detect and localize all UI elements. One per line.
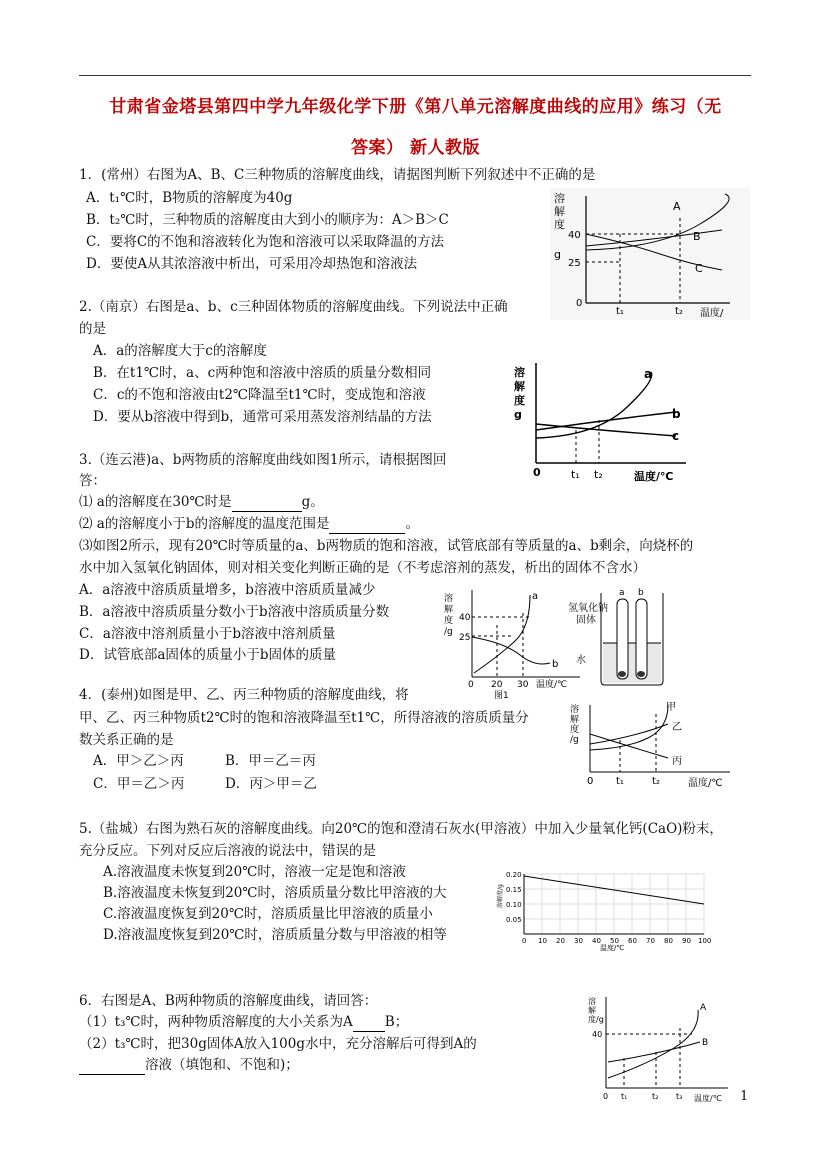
- q3-fig2-b: b: [638, 588, 644, 598]
- q3-part1-text: ⑴ a的溶解度在30℃时是: [79, 494, 232, 510]
- q4-solubility-chart: [568, 700, 743, 792]
- q3-fig1-x30: 30: [517, 680, 529, 690]
- q4-fig-t1: t₁: [616, 776, 624, 787]
- q4-fig-ylabel-3: 度: [570, 725, 580, 735]
- q1-fig-B: B: [693, 230, 701, 243]
- q1-fig-A: A: [673, 200, 681, 213]
- q2-fig-ylabel-4: g: [514, 408, 522, 421]
- q5-fig-xtick-4: 40: [592, 937, 601, 945]
- q3-fig1-ylabel-4: /g: [444, 627, 453, 637]
- q6-part1-text: （1）t₃℃时，两种物质溶解度的大小关系为A: [79, 1014, 353, 1030]
- q3-part1: [79, 493, 324, 512]
- page-number: 1: [740, 1089, 749, 1104]
- q3-fig1-x20: 20: [491, 680, 503, 690]
- q6-fig-y40: 40: [592, 1030, 603, 1039]
- q3-option-d: D．试管底部a固体的质量小于b固体的质量: [79, 647, 337, 663]
- q5-solubility-chart: [494, 866, 719, 951]
- q3-fig1-ylabel-1: 溶: [444, 594, 454, 604]
- q4-fig-origin: 0: [587, 776, 594, 787]
- header-rule: [79, 75, 751, 76]
- q1-fig-xlabel: 温度/: [700, 308, 724, 319]
- q2-solubility-chart: [506, 358, 701, 488]
- q2-option-d: D．要从b溶液中得到b，通常可采用蒸发溶剂结晶的方法: [93, 409, 432, 425]
- q2-option-b: B．在t1℃时，a、c两种饱和溶液中溶质的质量分数相同: [93, 365, 432, 381]
- q3-stem-1: 3.（连云港)a、b两物质的溶解度曲线如图1所示，请根据图回: [79, 452, 447, 468]
- q6-part2-blank[interactable]: [79, 1056, 145, 1075]
- q3-fig2-label1: 氢氧化钠: [568, 603, 608, 614]
- q1-option-b: B．t₂℃时，三种物质的溶解度由大到小的顺序为：A＞B＞C: [86, 212, 449, 228]
- q5-fig-xtick-5: 50: [610, 937, 619, 945]
- q1-option-c: C．要将C的不饱和溶液转化为饱和溶液可以采取降温的方法: [86, 234, 445, 250]
- q5-option-c: C.溶液温度恢复到20℃时，溶质质量比甲溶液的质量小: [103, 906, 433, 922]
- q4-fig-ylabel-1: 溶: [570, 705, 580, 715]
- q3-option-a: A．a溶液中溶质质量增多，b溶液中溶质质量减少: [79, 582, 376, 598]
- q3-part2: [79, 515, 419, 534]
- q3-part3-line2: 水中加入氢氧化钠固体，则对相关变化判断正确的是（不考虑溶剂的蒸发，析出的固体不含水）: [79, 560, 646, 576]
- q4-stem-1: 4．(泰州)如图是甲、乙、丙三种物质的溶解度曲线，将: [79, 687, 409, 703]
- q1-fig-ylabel-4: g: [554, 248, 561, 261]
- q1-fig-t1: t₁: [616, 306, 624, 317]
- q4-fig-ylabel-2: 解: [570, 715, 580, 725]
- q3-fig1-caption: 图1: [494, 691, 509, 700]
- q6-fig-origin: 0: [603, 1092, 609, 1101]
- q1-fig-C: C: [695, 262, 703, 275]
- q5-fig-xtick-0: 0: [522, 937, 527, 945]
- q4-fig-jia: 甲: [666, 702, 676, 713]
- q5-fig-ylabel: 溶解度/g: [497, 884, 504, 908]
- q3-fig1-ylabel-2: 解: [444, 605, 454, 615]
- q2-fig-b: b: [672, 407, 681, 421]
- q3-fig2-a: a: [619, 588, 625, 598]
- q5-fig-xtick-10: 100: [698, 937, 712, 945]
- q5-stem-1: 5.（盐城）右图为熟石灰的溶解度曲线。向20℃的饱和澄清石灰水(甲溶液）中加入少量氧化钙(CaO)粉末，: [79, 821, 723, 837]
- q5-fig-xtick-6: 60: [628, 937, 637, 945]
- q4-fig-xlabel: 温度/℃: [688, 778, 723, 789]
- q6-part2-line2: [79, 1056, 299, 1075]
- q2-fig-xlabel: 温度/℃: [634, 470, 674, 483]
- q4-stem-2: 甲、乙、丙三种物质t2℃时的饱和溶液降温至t1℃，所得溶液的溶质质量分: [79, 710, 529, 726]
- q6-fig-xlabel: 温度/℃: [694, 1094, 722, 1103]
- q5-fig-ytick-3: 0.10: [506, 901, 522, 909]
- q4-stem-3: 数关系正确的是: [79, 732, 174, 748]
- q1-fig-t2: t₂: [675, 306, 683, 317]
- q3-fig1-y40: 40: [459, 613, 471, 623]
- q1-fig-ylabel-2: 解: [554, 205, 565, 218]
- q2-fig-ylabel-3: 度: [514, 394, 525, 407]
- q2-stem-1: 2.（南京）右图是a、b、c三种固体物质的溶解度曲线。下列说法中正确: [79, 299, 508, 315]
- q1-fig-origin: 0: [576, 298, 583, 309]
- q3-stem-2: 答：: [79, 473, 106, 489]
- q6-part1-blank[interactable]: [353, 1013, 385, 1032]
- q4-option-d: D．丙＞甲＝乙: [225, 776, 317, 792]
- q6-fig-t2: t₂: [652, 1092, 659, 1101]
- q5-option-b: B.溶液温度未恢复到20℃时，溶质质量分数比甲溶液的大: [103, 885, 447, 901]
- q6-fig-ylabel-2: 解: [588, 1006, 596, 1015]
- q6-fig-ylabel-3: 度/g: [588, 1015, 604, 1024]
- q3-part3-line1: ⑶如图2所示，现有20℃时等质量的a、b两物质的饱和溶液，试管底部有等质量的a、b剩余，向烧杯的: [79, 538, 694, 554]
- q5-stem-2: 充分反应。下列对反应后溶液的说法中，错误的是: [79, 843, 376, 859]
- q5-fig-xtick-3: 30: [574, 937, 583, 945]
- q3-fig1-a: a: [532, 591, 539, 602]
- q1-solubility-chart: [550, 188, 750, 320]
- q1-fig-y25: 25: [568, 258, 581, 269]
- q2-stem-2: 的是: [79, 321, 106, 337]
- page-title-line1: 甘肃省金塔县第四中学九年级化学下册《第八单元溶解度曲线的应用》练习（无: [109, 97, 722, 117]
- q3-fig2-label2: 固体: [576, 615, 596, 626]
- q3-part2-end: 。: [405, 516, 419, 532]
- q2-fig-ylabel-2: 解: [514, 380, 525, 393]
- q5-fig-xtick-8: 80: [664, 937, 673, 945]
- q5-fig-xtick-1: 10: [538, 937, 547, 945]
- q3-fig1-origin: 0: [468, 680, 474, 690]
- q4-option-c: C．甲＝乙＞丙: [93, 776, 185, 792]
- q6-solubility-chart: [588, 992, 738, 1107]
- q3-fig1-ylabel-3: 度: [444, 616, 454, 626]
- q1-fig-ylabel-3: 度: [554, 218, 565, 231]
- q2-fig-t1: t₁: [571, 468, 580, 481]
- q4-fig-yi: 乙: [672, 722, 682, 733]
- q3-fig1-y25: 25: [459, 633, 471, 643]
- q2-option-a: A．a的溶解度大于c的溶解度: [93, 343, 267, 359]
- q5-fig-ytick-2: 0.15: [506, 886, 522, 894]
- q3-option-b: B．a溶液中溶质质量分数小于b溶液中溶质质量分数: [79, 604, 390, 620]
- q6-fig-B: B: [702, 1038, 709, 1048]
- q2-fig-origin: 0: [533, 466, 541, 479]
- q3-option-c: C．a溶液中溶剂质量小于b溶液中溶剂质量: [79, 626, 336, 642]
- q1-fig-ylabel-1: 溶: [554, 192, 565, 205]
- q4-fig-ylabel-4: /g: [570, 735, 579, 745]
- q6-fig-t1: t₁: [621, 1092, 628, 1101]
- q4-fig-bing: 丙: [672, 756, 682, 767]
- q3-fig2-water: 水: [576, 655, 586, 666]
- q5-fig-xtick-7: 70: [646, 937, 655, 945]
- q1-option-d: D．要使A从其浓溶液中析出，可采用冷却热饱和溶液法: [86, 256, 418, 272]
- q4-option-a: A．甲＞乙＞丙: [93, 753, 184, 769]
- q3-part1-unit: g。: [301, 494, 324, 510]
- q6-fig-A: A: [700, 1003, 707, 1013]
- page-title-line2: 答案） 新人教版: [351, 138, 480, 158]
- q2-fig-ylabel-1: 溶: [514, 366, 525, 379]
- q4-option-b: B．甲＝乙＝丙: [225, 753, 316, 769]
- q3-part2-blank[interactable]: [329, 515, 405, 534]
- q3-figure2-beaker: [595, 585, 670, 690]
- q3-fig1-b: b: [552, 659, 559, 670]
- q3-part1-blank[interactable]: [232, 493, 302, 512]
- q5-fig-ytick-1: 0.20: [506, 871, 522, 879]
- q6-part2-text: 溶液（填饱和、不饱和)；: [145, 1057, 299, 1073]
- q5-fig-xlabel: 温度/℃: [600, 944, 625, 951]
- q2-fig-a: a: [644, 367, 653, 381]
- q6-fig-t3: t₃: [676, 1092, 683, 1101]
- q6-fig-ylabel-1: 溶: [588, 997, 596, 1006]
- q3-part2-text: ⑵ a的溶解度小于b的溶解度的温度范围是: [79, 516, 330, 532]
- q6-part1-end: B；: [384, 1014, 409, 1030]
- q6-part2-line1: （2）t₃℃时，把30g固体A放入100g水中，充分溶解后可得到A的: [79, 1036, 477, 1052]
- q5-option-d: D.溶液温度恢复到20℃时，溶质质量分数与甲溶液的相等: [103, 927, 447, 943]
- q2-fig-t2: t₂: [594, 468, 603, 481]
- q1-option-a: A．t₁℃时，B物质的溶解度为40g: [86, 190, 293, 206]
- q6-stem: 6．右图是A、B两种物质的溶解度曲线，请回答：: [79, 993, 378, 1009]
- q5-fig-xtick-9: 90: [682, 937, 691, 945]
- q4-fig-t2: t₂: [652, 776, 660, 787]
- q5-fig-ytick-4: 0.05: [506, 916, 522, 924]
- q5-option-a: A.溶液温度未恢复到20℃时，溶液一定是饱和溶液: [103, 864, 406, 880]
- q1-stem: 1．(常州）右图为A、B、C三种物质的溶解度曲线，请据图判断下列叙述中不正确的是: [79, 167, 596, 183]
- q3-fig1-xlabel: 温度/℃: [536, 680, 568, 690]
- q5-fig-xtick-2: 20: [556, 937, 565, 945]
- q2-fig-c: c: [672, 429, 680, 443]
- q6-part1: [79, 1013, 408, 1032]
- q1-fig-y40: 40: [568, 230, 581, 241]
- q2-option-c: C．c的不饱和溶液由t2℃降温至t1℃时，变成饱和溶液: [93, 387, 426, 403]
